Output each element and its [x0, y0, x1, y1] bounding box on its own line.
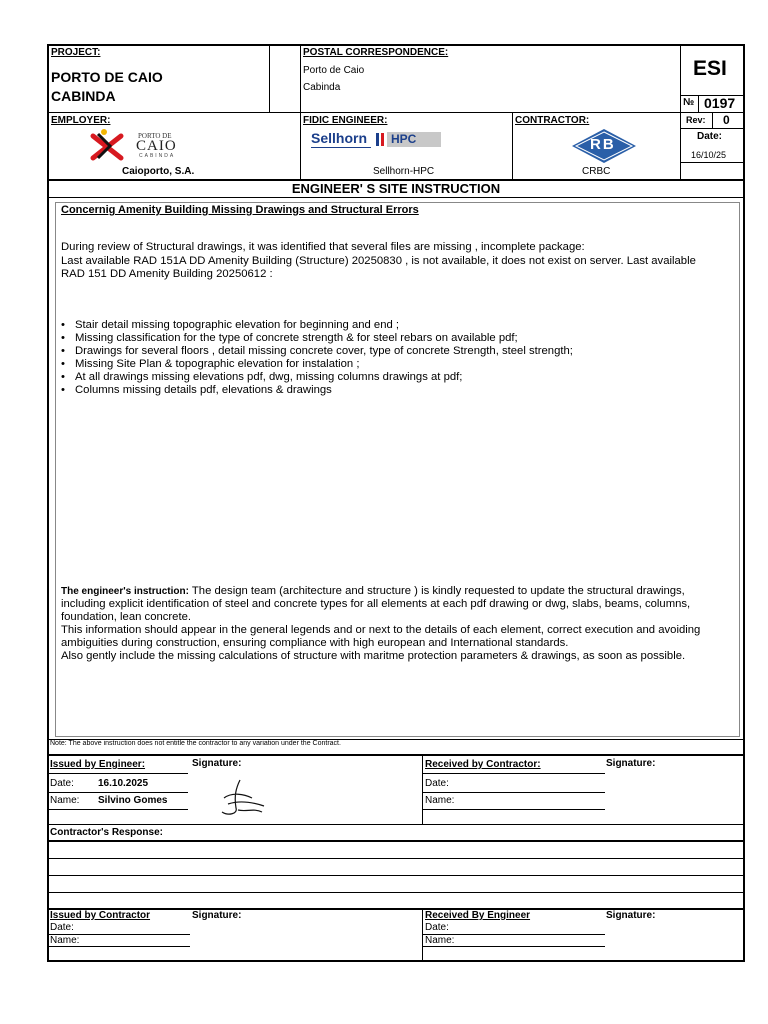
received-name-line [423, 809, 605, 810]
list-item: • Stair detail missing topographic elevation for beginning and end ; [61, 319, 573, 332]
received-date-line [423, 792, 605, 793]
engineer-instruction-line3: foundation, lean concrete. [61, 611, 192, 623]
frame-top [47, 44, 745, 46]
received-line [423, 773, 605, 774]
list-item: • Columns missing details pdf, elevations & drawings [61, 384, 573, 397]
list-item: • Drawings for several floors , detail missing concrete cover, type of concrete Strength, steel strength; [61, 345, 573, 358]
contractor-response-label: Contractor's Response: [50, 827, 163, 838]
issued-name-label: Name: [50, 795, 80, 806]
project-name-line1: PORTO DE CAIO [51, 69, 163, 85]
contractor-logo [571, 128, 637, 164]
footer-received-name-label: Name: [425, 935, 455, 946]
page-title: ENGINEER' S SITE INSTRUCTION [291, 181, 501, 196]
engineer-instruction-line5: ambiguities during construction, ensuring compliance with high european and International standards. [61, 637, 569, 649]
footer-received-name-line [423, 946, 605, 947]
received-name-label: Name: [425, 795, 455, 806]
issued-line [48, 773, 188, 774]
list-item: • Missing classification for the type of concrete strength & for steel rebars on available pdf; [61, 332, 573, 345]
footer-received-signature-label: Signature: [606, 910, 656, 921]
engineer-name: Sellhorn-HPC [373, 166, 435, 177]
contractor-label: CONTRACTOR: [515, 115, 590, 126]
engineer-logo [311, 130, 443, 152]
footer-date-label: Date: [50, 922, 74, 933]
engineer-instruction-line6: Also gently include the missing calculations of structure with maritme protection parameters & drawings, as soon as possible. [61, 650, 686, 662]
intro-line2: Last available RAD 151A DD Amenity Building (Structure) 20250830 , is not available, it does not exist on server. Last available [61, 255, 696, 267]
engineer-instruction-line2: including explicit identification of steel and concrete types for all elements at each pdf drawing or dwg, slabs, beams, columns, [61, 598, 691, 610]
project-name-line2: CABINDA [51, 88, 116, 104]
issued-name-value: Silvino Gomes [98, 795, 168, 806]
footer-split [422, 910, 423, 960]
rev-box-divider [712, 112, 713, 128]
engineer-logo-hpc: HPC [391, 132, 417, 146]
issued-signature-label: Signature: [192, 758, 242, 769]
rev-bottom-line [680, 128, 744, 129]
response-line-3 [48, 875, 744, 876]
engineer-instruction-line4: This information should appear in the general legends and or next to the details of each element, correct execution and avoiding [61, 624, 701, 636]
date-value: 16/10/25 [691, 150, 727, 160]
footer-signature-label: Signature: [192, 910, 242, 921]
issued-by-engineer-label: Issued by Engineer: [50, 759, 146, 770]
intro-line1: During review of Structural drawings, it was identified that several files are missing , incomplete package: [61, 241, 585, 253]
list-item: • Missing Site Plan & topographic elevation for instalation ; [61, 358, 573, 371]
number-box-divider [698, 95, 699, 112]
doc-number: 0197 [704, 95, 736, 111]
note-text: Note: The above instruction does not entitle the contractor to any variation under the Contract. [50, 740, 341, 747]
engineer-instruction-text1: The design team (architecture and structure ) is kindly requested to update the structural drawings, [188, 585, 685, 597]
response-line-2 [48, 858, 744, 859]
postal-line2: Cabinda [303, 82, 341, 93]
issues-list [61, 319, 573, 397]
engineer-instruction-line1 [61, 585, 685, 598]
list-item: • At all drawings missing elevations pdf, dwg, missing columns drawings at pdf; [61, 371, 573, 384]
rev-label: Rev: [686, 115, 706, 125]
engineer-signature [218, 778, 268, 818]
received-signature-label: Signature: [606, 758, 656, 769]
received-by-contractor-label: Received by Contractor: [425, 759, 541, 770]
response-line-4 [48, 892, 744, 893]
frame-bottom [47, 960, 745, 962]
note-bottom-line [48, 754, 744, 756]
footer-received-date-label: Date: [425, 922, 449, 933]
engineer-logo-underline [311, 147, 371, 148]
received-by-engineer-label: Received By Engineer [425, 910, 531, 921]
employer-logo-line1: PORTO DE [138, 132, 172, 140]
issued-date-line [48, 792, 188, 793]
engineer-logo-bar-red [381, 133, 384, 146]
intro-line3: RAD 151 DD Amenity Building 20250612 : [61, 268, 273, 280]
number-symbol: № [683, 97, 695, 108]
issued-name-line [48, 809, 188, 810]
header-col-2 [300, 45, 301, 179]
engineer-instruction-label: The engineer's instruction: [61, 586, 189, 597]
postal-label: POSTAL CORRESPONDENCE: [303, 47, 449, 58]
star-logo-icon [90, 128, 124, 162]
response-top-line [48, 824, 744, 825]
date-label: Date: [697, 131, 723, 142]
issued-by-contractor-label: Issued by Contractor [50, 910, 151, 921]
employer-logo-line3: CABINDA [139, 153, 176, 159]
header-row-divider [48, 112, 680, 113]
employer-label: EMPLOYER: [51, 115, 111, 126]
header-col-1 [269, 45, 270, 113]
received-date-label: Date: [425, 778, 449, 789]
employer-name: Caioporto, S.A. [122, 166, 195, 177]
rev-value: 0 [723, 113, 730, 127]
instruction-subject: Concernig Amenity Building Missing Drawings and Structural Errors [61, 204, 419, 216]
response-line-1 [48, 840, 744, 842]
doc-code: ESI [693, 57, 727, 80]
contractor-logo-text: RB [590, 136, 616, 153]
header-col-3 [512, 113, 513, 179]
issued-date-label: Date: [50, 778, 74, 789]
postal-line1: Porto de Caio [303, 65, 365, 76]
engineer-label: FIDIC ENGINEER: [303, 115, 388, 126]
employer-logo [90, 128, 190, 164]
signature-split [422, 756, 423, 824]
footer-name-line [48, 946, 190, 947]
footer-name-label: Name: [50, 935, 80, 946]
employer-logo-line2: CAIO [136, 138, 177, 154]
contractor-name: CRBC [582, 166, 611, 177]
engineer-logo-text: Sellhorn [311, 130, 368, 146]
title-bottom-line [48, 197, 744, 198]
issued-date-value: 16.10.2025 [98, 778, 149, 789]
engineer-logo-bar-blue [376, 133, 379, 146]
project-label: PROJECT: [51, 47, 101, 58]
date-bottom-line [680, 162, 744, 163]
